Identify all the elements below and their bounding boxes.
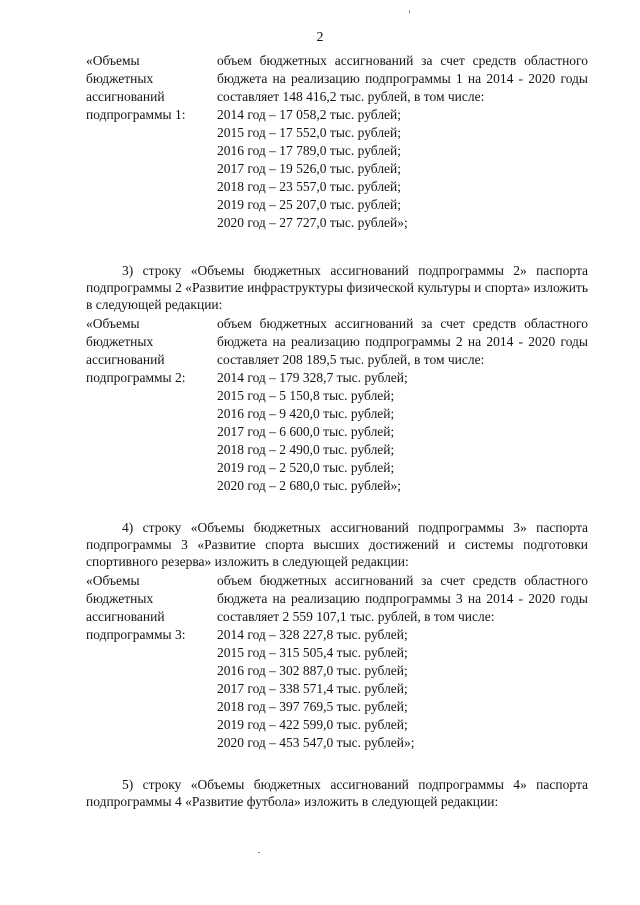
budget-block-3 <box>86 572 588 752</box>
budget-label: «Объемы бюджетных ассигнований подпрограммы 3: <box>86 573 186 642</box>
paragraph-text: 4) строку «Объемы бюджетных ассигнований подпрограммы 3» паспорта подпрограммы 3 «Развитие спорта высших достижений и системы подготовки спортивного резерва» изложить в следующей редакции: <box>86 520 588 569</box>
budget-row <box>86 572 588 752</box>
paragraph-text: 5) строку «Объемы бюджетных ассигнований подпрограммы 4» паспорта подпрограммы 4 «Развитие футбола» изложить в следующей редакции: <box>86 777 588 809</box>
budget-label: «Объемы бюджетных ассигнований подпрограммы 2: <box>86 316 186 385</box>
paragraph-item-3 <box>86 262 588 313</box>
year-amount-line: 2019 год – 2 520,0 тыс. рублей; <box>217 460 395 475</box>
year-amount-line: 2016 год – 9 420,0 тыс. рублей; <box>217 406 395 421</box>
budget-row <box>86 315 588 495</box>
year-amount-line: 2015 год – 315 505,4 тыс. рублей; <box>217 645 408 660</box>
year-amount-line: 2020 год – 2 680,0 тыс. рублей»; <box>217 478 402 493</box>
budget-block-1 <box>86 52 588 232</box>
year-amount-line: 2020 год – 453 547,0 тыс. рублей»; <box>217 735 415 750</box>
year-amount-line: 2017 год – 6 600,0 тыс. рублей; <box>217 424 395 439</box>
year-amount-line: 2016 год – 302 887,0 тыс. рублей; <box>217 663 408 678</box>
budget-content <box>217 572 588 752</box>
budget-description: объем бюджетных ассигнований за счет средств областного бюджета на реализацию подпрограммы 2 на 2014 - 2020 годы составляет 208 189,5 тыс. рублей, в том числе: <box>217 316 588 367</box>
year-amount-line: 2016 год – 17 789,0 тыс. рублей; <box>217 143 402 158</box>
scan-speck <box>258 852 260 853</box>
year-amount-line: 2015 год – 17 552,0 тыс. рублей; <box>217 125 402 140</box>
year-amount-line: 2015 год – 5 150,8 тыс. рублей; <box>217 388 395 403</box>
paragraph-item-5 <box>86 776 588 810</box>
year-amount-line: 2019 год – 422 599,0 тыс. рублей; <box>217 717 408 732</box>
year-amount-line: 2014 год – 17 058,2 тыс. рублей; <box>217 107 402 122</box>
year-amount-line: 2019 год – 25 207,0 тыс. рублей; <box>217 197 402 212</box>
paragraph-text: 3) строку «Объемы бюджетных ассигнований подпрограммы 2» паспорта подпрограммы 2 «Развитие инфраструктуры физической культуры и спорта» изложить в следующей редакции: <box>86 263 588 312</box>
year-amount-line: 2018 год – 2 490,0 тыс. рублей; <box>217 442 395 457</box>
budget-content <box>217 52 588 232</box>
budget-content <box>217 315 588 495</box>
year-amount-line: 2020 год – 27 727,0 тыс. рублей»; <box>217 215 408 230</box>
year-amount-line: 2014 год – 179 328,7 тыс. рублей; <box>217 370 408 385</box>
year-amount-line: 2018 год – 397 769,5 тыс. рублей; <box>217 699 408 714</box>
budget-description: объем бюджетных ассигнований за счет средств областного бюджета на реализацию подпрограммы 1 на 2014 - 2020 годы составляет 148 416,2 тыс. рублей, в том числе: <box>217 53 588 104</box>
year-amount-line: 2017 год – 338 571,4 тыс. рублей; <box>217 681 408 696</box>
budget-label: «Объемы бюджетных ассигнований подпрограммы 1: <box>86 53 186 122</box>
budget-block-2 <box>86 315 588 495</box>
year-amount-line: 2014 год – 328 227,8 тыс. рублей; <box>217 627 408 642</box>
scan-speck <box>409 10 410 13</box>
budget-row <box>86 52 588 232</box>
year-amount-line: 2017 год – 19 526,0 тыс. рублей; <box>217 161 402 176</box>
paragraph-item-4 <box>86 519 588 570</box>
page-number: 2 <box>316 30 324 45</box>
year-amount-line: 2018 год – 23 557,0 тыс. рублей; <box>217 179 402 194</box>
budget-description: объем бюджетных ассигнований за счет средств областного бюджета на реализацию подпрограммы 3 на 2014 - 2020 годы составляет 2 559 107,1 тыс. рублей, в том числе: <box>217 573 588 624</box>
